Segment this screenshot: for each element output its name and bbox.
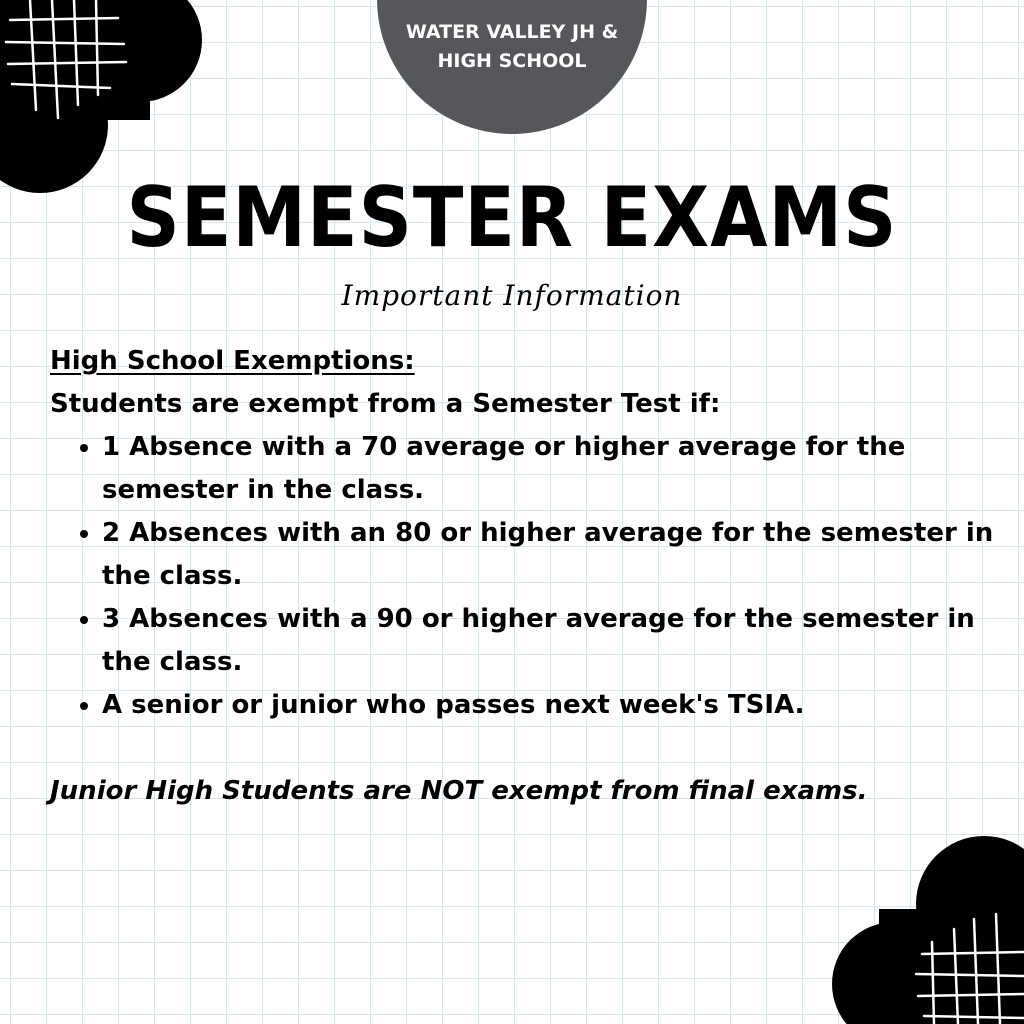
school-badge (377, 18, 647, 76)
list-item: • 1 Absence with a 70 average or higher average for the semester in the class. (102, 426, 1000, 512)
section-heading: High School Exemptions: (50, 346, 415, 376)
list-item: • 2 Absences with an 80 or higher average for the semester in the class. (102, 512, 1000, 598)
list-item: • A senior or junior who passes next week's TSIA. (102, 684, 1000, 727)
exemptions-section (50, 340, 1000, 813)
page-subtitle: Important Information (341, 279, 683, 312)
junior-high-note: Junior High Students are NOT exempt from final exams. (50, 776, 868, 806)
corner-decoration-bottom-right (824, 824, 1024, 1024)
school-name-line-1: WATER VALLEY JH & (405, 21, 619, 43)
list-item: • 3 Absences with a 90 or higher average for the semester in the class. (102, 598, 1000, 684)
exemption-list (50, 426, 1000, 727)
school-name-line-2: HIGH SCHOOL (437, 50, 587, 72)
page-title: SEMESTER EXAMS (126, 169, 898, 267)
section-intro: Students are exempt from a Semester Test if: (50, 389, 721, 419)
